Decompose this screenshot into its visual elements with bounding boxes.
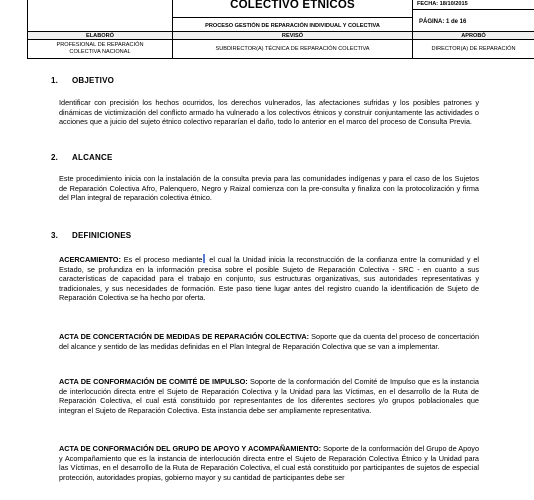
objetivo-paragraph: Identificar con precisión los hechos ocurridos, los derechos vulnerados, las afectaciones sufridas y los posibles patrones y dinámicas de victimización del conflicto armado ha vulnerado a los colectivos étnicos y construir conjuntamente las actividades o acciones que a juicio del sujeto étnico colectivo repararían el daño, todo lo anterior en el marco del proceso de Consulta Previa. xyxy=(59,98,479,126)
column-header-elaboro: ELABORÓ xyxy=(27,31,172,40)
definition-term: ACERCAMIENTO: xyxy=(59,255,121,264)
role-elaboro-text: PROFESIONAL DE REPARACIÓN COLECTIVA NACIONAL xyxy=(56,42,144,55)
definition-text: Soporte que da cuenta del proceso de concertación del alcance y sentido de las medidas definidas en el Plan Integral de Reparación Colectiva que se van a implementar. xyxy=(59,332,480,351)
document-header xyxy=(27,0,534,59)
definition-acta-comite-impulso xyxy=(59,377,479,415)
role-reviso xyxy=(172,39,412,59)
section-number: 2. xyxy=(51,153,59,162)
section-title: DEFINICIONES xyxy=(72,231,132,240)
logo-cell xyxy=(27,0,172,32)
definition-term: ACTA DE CONFORMACIÓN DEL GRUPO DE APOYO Y ACOMPAÑAMIENTO: xyxy=(59,444,322,453)
title-cell xyxy=(172,0,412,32)
role-reviso-text: SUBDIRECTOR(A) TÉCNICA DE REPARACIÓN COLECTIVA xyxy=(215,45,370,52)
definition-acercamiento xyxy=(59,254,479,303)
definition-acta-grupo-apoyo xyxy=(59,444,479,482)
process-name: PROCESO GESTIÓN DE REPARACIÓN INDIVIDUAL Y COLECTIVA xyxy=(173,17,412,34)
column-header-reviso: REVISÓ xyxy=(172,31,412,40)
definition-text-start: Es el proceso mediante xyxy=(120,255,203,264)
date-label: FECHA: 18/10/2015 xyxy=(417,1,468,7)
alcance-paragraph: Este procedimiento inicia con la instalación de la consulta previa para las comunidades indígenas y para el caso de los Sujetos de Reparación Colectiva Afro, Palenquero, Negro y Raizal comienza con la pre-consulta y finaliza con la protocolización y firma del Plan integral de reparación colectiva étnico. xyxy=(59,174,479,202)
definition-term: ACTA DE CONCERTACIÓN DE MEDIDAS DE REPARACIÓN COLECTIVA: xyxy=(59,332,310,341)
meta-cell xyxy=(412,0,534,32)
role-aprobo xyxy=(412,39,534,59)
document-title: COLECTIVO ÉTNICOS xyxy=(230,0,355,11)
section-heading-objetivo xyxy=(51,76,114,86)
role-elaboro xyxy=(27,39,172,59)
column-header-aprobo: APROBÓ xyxy=(412,31,534,40)
section-number: 3. xyxy=(51,231,59,240)
definition-acta-concertacion xyxy=(59,332,479,351)
section-title: OBJETIVO xyxy=(72,76,115,85)
definition-term: ACTA DE CONFORMACIÓN DE COMITÉ DE IMPULSO: xyxy=(59,377,248,386)
section-heading-definiciones xyxy=(51,231,131,241)
role-aprobo-text: DIRECTOR(A) DE REPARACIÓN xyxy=(431,45,516,52)
page-number: PÁGINA: 1 de 16 xyxy=(413,9,534,34)
definition-text: Soporte de la conformación del Grupo de Apoyo y Acompañamiento que es la instancia de interlocución directa entre el Sujeto de Reparación Colectiva Étnico y la Unidad para las Víctimas, en el desarrollo de la Ruta de Reparación Colectiva, el cual está constituido por participantes de sujetos de especial protección, autoridades propias, gobierno mayor y su cantidad de participantes debe ser xyxy=(59,444,479,482)
section-heading-alcance xyxy=(51,153,113,163)
definition-text: Soporte de la conformación del Comité de Impulso que es la instancia de interlocución directa entre el Sujeto de Reparación Colectiva y la Unidad para las Víctimas, en el desarrollo de la Ruta de Reparación Colectiva, el cual está constituido por representantes de los diferentes sectores y/o grupos poblacionales que integran el Sujeto de Reparación Colectiva. Esta instancia debe ser ampliamente representativa. xyxy=(59,377,479,415)
section-number: 1. xyxy=(51,76,59,85)
definition-text: el cual la Unidad inicia la reconstrucción de la confianza entre la comunidad y el Estado, se profundiza en la información precisa sobre el posible Sujeto de Reparación Colectiva - SRC - en cuanto a sus características de capacidad para el trabajo en conjunto, sus estructuras organizativas, sus autoridades representativas y tradicionales, y sus necesidades de formación. Este paso tiene lugar antes del registro cuando la identificación de Sujeto de Reparación Colectiva se ha hecho por oferta. xyxy=(59,255,480,302)
section-title: ALCANCE xyxy=(72,153,113,162)
